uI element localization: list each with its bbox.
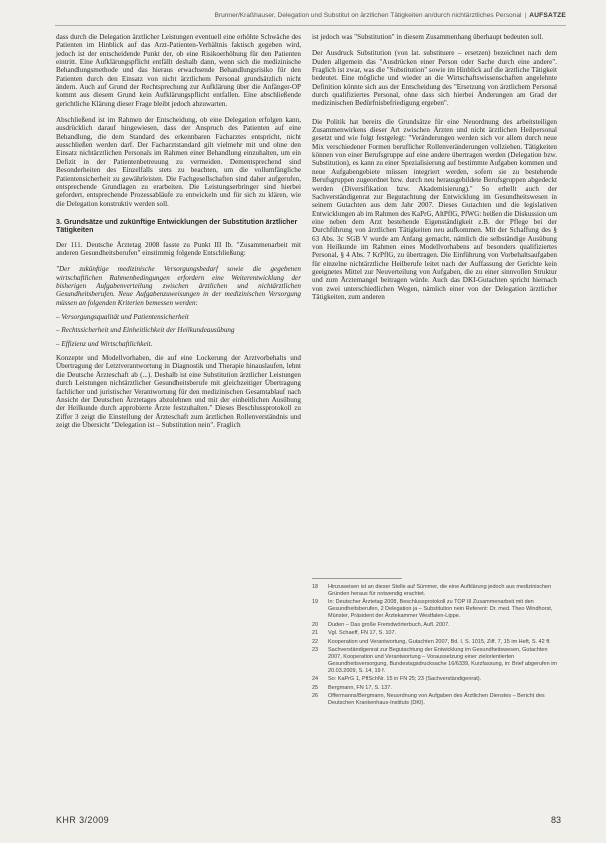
footnote	[312, 584, 562, 598]
left-paragraph-1: dass durch die Delegation ärztlicher Leistungen eventuell eine erhöhte Schwäche des Patienten im Hinblick auf das Arzt-Patienten-Verhältnis faktisch gegeben wird, jedoch ist der entscheidende Punkt der, ob eine Risikoerhöhung für den Patienten eintritt. Eine Aufklärungspflicht entfällt deshalb dann, wenn sich die medizinische Behandlungsmethode und das hieraus erwachsende Behandlungsrisiko für den Patienten durch den Einsatz von nicht ärztlichem Personal grundsätzlich nicht ändern. Auch auf Grund der Rechtsprechung zur Aufklärung über die Anfänger-OP kommt aus diesem Grund kein Aufklärungspflicht entfallen. Eine abschließende gerichtliche Klärung dieser Frage bleibt jedoch abzuwarten.	[56, 33, 301, 108]
criteria-list	[56, 313, 301, 348]
footnote-number: 22	[312, 638, 319, 645]
footnote-text: Duden – Das große Fremdwörterbuch, Aufl. 2007.	[328, 621, 450, 628]
footnote	[312, 685, 562, 692]
footnote	[312, 599, 562, 620]
footnote	[312, 639, 562, 646]
quote-text: "Der zukünftige medizinische Versorgungsbedarf sowie die gegebenen wirtschaftlichen Rahmenbedingungen erfordern eine Weiterentwicklung der bisherigen Aufgabenverteilung zwischen ärztlichen und nichtärztlichen Gesundheitsberufen. Neue Aufgabenzuweisungen in der medizinischen Versorgung müssen an folgenden Kriterien bemessen werden:	[56, 265, 301, 307]
footnote-number: 23	[312, 647, 319, 654]
right-column	[312, 33, 557, 301]
footnote	[312, 693, 562, 707]
footnote-text: So: KaPrG 1, PflSchNr. 15 in FN 25; 23 (Sachverständigenrat).	[328, 676, 482, 683]
footnote-number: 20	[312, 621, 319, 628]
header-separator: |	[524, 12, 527, 19]
block-quote	[56, 265, 301, 307]
section-heading: 3. Grundsätze und zukünftige Entwicklungen der Substitution ärztlicher Tätigkeiten	[56, 217, 298, 235]
footnote-number: 18	[312, 584, 319, 590]
journal-issue: KHR 3/2009	[56, 815, 110, 825]
list-item: – Versorgungsqualität und Patientensicherheit	[56, 313, 189, 322]
footnote-text: Offermanns/Bergmann, Neuordnung von Aufgaben des Ärztlichen Dienstes – Bericht des Deutschen Krankenhaus-Instituts (DKI).	[328, 693, 545, 707]
right-paragraph-3: Die Politik hat bereits die Grundsätze für eine Neuordnung des arbeitsteiligen Zusammenwirkens dieser Art zwischen Ärzten und nicht ärztlichen Heilpersonal gesetzt und wie folgt festgelegt: "Veränderungen werden sich vor allem durch neue Mix verschiedener Formen beruflicher Rollenveränderungen vollziehen. Tätigkeiten können von einer Berufsgruppe auf eine andere übertragen werden (Delegation bzw. Substitution), es kann zu einer Spezialisierung auf bestimmte Aufgaben kommen und neue Aufgabengebiete müssen integriert werden, sofern sie zu bestehende Berufsgruppen zugeordnet bzw. durch neu herausgebildete Berufsgruppen abgedeckt werden (Diversifikation bzw. Akademisierung)." So erhellt auch der Sachverständigenrat zur Begutachtung der Entwicklung im Gesundheitswesen in seinem Gutachten aus dem Jahr 2007. Dieses Gutachten und die legislativen Entwicklungen ab im Rahmen des KaPrG, AltPflG, PfWG: heißen die Diskussion um eine neben dem Arzt bestehende Eigenständigkeit z.B. der Pflege bei der Durchführung von ärztlichen Tätigkeiten neu aufkommen. Mit der Schaffung des § 63 Abs. 3c SGB V wurde am Anfang gemacht, nämlich die selbständige Ausübung von Heilkunde im Rahmen eines Modellvorhabens auf besonders qualifiziertes Personal, § 4 Abs. 7 KrPflG, zu übertragen. Die Einführung von Vorbehaltsaufgaben für einzelne nichtärztliche Heilberufe leitet nach der Auffassung der Gerichte kein geeignetes Mittel zur Neuverteilung von Aufgaben, die zu einer sinnvollen Struktur und zum Ärztemangel beitragen würde. Auch das DKI-Gutachten spricht hiernach von zwei unterschiedlichen Wegen, nämlich einer von der Delegation ärztlicher Tätigkeiten, zum anderen	[312, 117, 557, 301]
footnote	[312, 630, 562, 637]
list-item: – Rechtssicherheit und Einheitlichkeit der Heilkundeausübung	[56, 326, 235, 335]
footnote-text: Vgl. Schaeff, FN 17, S. 107.	[328, 630, 397, 637]
running-title: Brunner/Kraßhauser, Delegation und Substitut on ärztlichen Tätigkeiten an/durch nichtärztliches Personal	[214, 12, 522, 19]
right-paragraph-2: Der Ausdruck Substitution (von lat. substituere – ersetzen) bezeichnet nach dem Duden allgemein das "Ausdrücken einer Person oder Sache durch eine andere". Fraglich ist zwar, was die "Substitution" sowie im Hinblick auf die ärztliche Tätigkeit bedeutet. Eine mögliche und wieder an die Wirtschaftswissenschaften angelehnte Definition könnte sich aus der Entscheidung des "Ersetzung von ärztlichem Personal durch qualifiziertes Personal, ohne dass sich hierbei Änderungen am Grad der medizinischen Bedürfnisbefriedigung ergeben".	[312, 49, 557, 108]
left-paragraph-3: Der 111. Deutsche Ärztetag 2008 fasste zu Punkt III Ib. "Zusammenarbeit mit anderen Gesundheitsberufen" einstimmig folgende Entschließung:	[56, 240, 301, 258]
left-paragraph-2: Abschließend ist im Rahmen der Entscheidung, ob eine Delegation erfolgen kann, ausdrücklich darauf hingewiesen, dass der Anspruch des Patienten auf eine Behandlung, die dem Standard des erkennbaren Facharztes entspricht, nicht ausschließen werden darf. Der Facharztstandard gilt vielmehr mit und ohne den Einsatz nichtärztlichen Personals im Rahmen einer Behandlung einzuhalten, um ein Defizit in der Patientenbetreuung zu vermeiden. Dementsprechend sind Besonderheiten des Einzelfalls stets zu beachten, um die vollumfängliche Patientensicherheit zu gewährleisten. Die Fachgesellschaften sind daher aufgerufen, entsprechende Grundlagen zu erarbeiten. Die Leistungserbringer sind hierbei gefordert, entsprechende Prozessabläufe zu entwickeln und für sich zu klären, wie die Delegation konstruktiv werden soll.	[56, 116, 301, 208]
left-paragraph-4: Konzepte und Modellvorhaben, die auf eine Lockerung der Arztvorbehalts und Übertragung der Letztverantwortung in Diagnostik und Therapie hinauslaufen, lehnt die Deutsche Ärzteschaft ab (...). Deshalb ist eine Substitution ärztlicher Leistungen durch Leistungen nichtärztlicher Gesundheitsberufe mit gleichzeitiger Übertragung fachlicher und juristischer Verantwortung für den medizinischen Gesamtablauf nach Ansicht der Deutschen Ärztetages abzulehnen und mit der einheitlichen Ausübung der Heilkunde durch approbierte Ärzte festzuhalten." Dieses Beschlussprotokoll zu Ziffer 3 zeigt die Einstellung der Ärzteschaft zum ärztlichen Rollenverständnis und zeigt die Übersicht "Delegation ist – Substitution nein". Fraglich	[56, 354, 301, 429]
list-item: – Effizienz und Wirtschaftlichkeit.	[56, 339, 153, 348]
left-column	[56, 33, 301, 429]
footnote	[312, 622, 562, 629]
footnote-number: 21	[312, 630, 319, 637]
section-label: AUFSÄTZE	[529, 12, 566, 19]
footnote-text: Sachverständigenrat zur Begutachtung der Entwicklung im Gesundheitswesen, Gutachten 2007, Kooperation und Verantwortung – Voraussetzung einer zielorientierten Gesundheitsversorgung, Bundestagsdrucksache 16/6339, Kurzfassung, in: Brief abgerufen im 20.03.2009, S. 14, 19 f.	[328, 647, 557, 674]
footnote	[312, 676, 562, 683]
header-rule	[55, 25, 566, 26]
footnote-text: Hinzuweisen ist an dieser Stelle auf Sümmer, die eine Aufklärung jedoch aus medizinischen Gründen heraus für notwendig erachtet.	[328, 584, 552, 597]
footnote-text: Bergmann, FN 17, S. 137.	[328, 684, 392, 691]
footnote-rule	[312, 578, 402, 579]
page-number: 83	[550, 815, 561, 825]
footnote	[312, 647, 562, 675]
footnote-text: In: Deutscher Ärztetag 2008, Beschlussprotokoll zu TOP III Zusammenarbeit mit den Gesundheitsberufen, 2 Delegation ja – Substitution nein Referent: Dr. med. Theo Windhorst, Münster, Präsident der Ärztekammer Westfalen-Lippe.	[328, 599, 553, 620]
right-paragraph-1: ist jedoch was "Substitution" in diesem Zusammenhang überhaupt bedeuten soll.	[312, 33, 544, 41]
footnotes	[312, 584, 562, 709]
running-header	[55, 12, 566, 24]
footnote-number: 26	[312, 693, 319, 700]
footnote-number: 24	[312, 676, 319, 683]
footnote-text: Kooperation und Verantwortung, Gutachten 2007, Bd. I, S. 1015, Ziff. 7, 15 im Heft, S. 42 ff.	[328, 638, 551, 645]
footnote-number: 19	[312, 599, 319, 606]
footnote-number: 25	[312, 684, 319, 691]
